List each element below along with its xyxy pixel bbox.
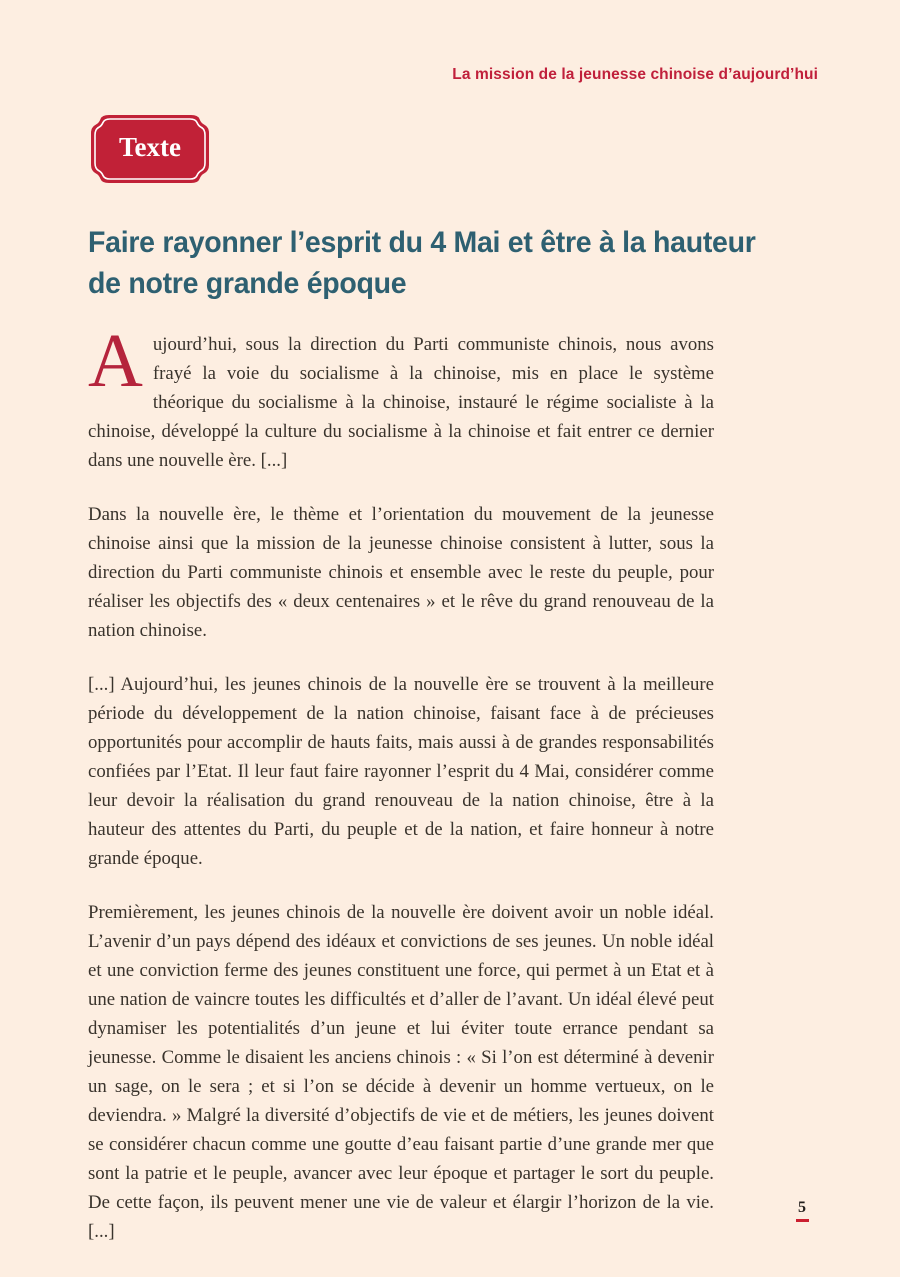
title-line-2: de notre grande époque — [88, 267, 407, 300]
article-body — [88, 319, 714, 1246]
running-header: La mission de la jeunesse chinoise d’aujourd’hui — [452, 66, 818, 83]
title-line-1: Faire rayonner l’esprit du 4 Mai et être à la hauteur — [88, 226, 756, 259]
drop-cap: A — [88, 319, 143, 403]
page-number: 5 — [798, 1199, 806, 1216]
page-number-rule — [796, 1219, 809, 1222]
paragraph: [...] Aujourd’hui, les jeunes chinois de la nouvelle ère se trouvent à la meilleure période du développement de la nation chinoise, faisant face à de précieuses opportunités pour accomplir de hauts faits, mais aussi à de grandes responsabilités confiées par l’Etat. Il leur faut faire rayonner l’esprit du 4 Mai, considérer comme leur devoir la réalisation du grand renouveau de la nation chinoise, être à la hauteur des attentes du Parti, du peuple et de la nation, et faire honneur à notre grande époque. — [88, 674, 714, 869]
paragraph: Premièrement, les jeunes chinois de la nouvelle ère doivent avoir un noble idéal. L’avenir d’un pays dépend des idéaux et convictions de ses jeunes. Un noble idéal et une conviction ferme des jeunes constituent une force, qui permet à un Etat et à une nation de vaincre toutes les difficultés et d’aller de l’avant. Un idéal élevé peut dynamiser les potentialités d’un jeune et lui éviter toute errance pendant sa jeunesse. Comme le disaient les anciens chinois : « Si l’on est déterminé à devenir un sage, on le sera ; et si l’on se décide à devenir un homme vertueux, on le deviendra. » Malgré la diversité d’objectifs de vie et de métiers, les jeunes doivent se considérer chacun comme une goutte d’eau faisant partie d’une grande mer que sont la patrie et le peuple, avancer avec leur époque et partager le sort du peuple. De cette façon, ils peuvent mener une vie de valeur et élargir l’horizon de la vie. [...] — [88, 902, 714, 1242]
paragraph: Dans la nouvelle ère, le thème et l’orientation du mouvement de la jeunesse chinoise ainsi que la mission de la jeunesse chinoise consistent à lutter, sous la direction du Parti communiste chinois et ensemble avec le reste du peuple, pour réaliser les objectifs des « deux centenaires » et le rêve du grand renouveau de la nation chinoise. — [88, 504, 714, 641]
badge-label: Texte — [119, 132, 181, 162]
opening-paragraph — [88, 319, 714, 475]
texte-badge — [89, 113, 211, 185]
opening-paragraph-text: ujourd’hui, sous la direction du Parti communiste chinois, nous avons frayé la voie du socialisme à la chinoise, mis en place le système théorique du socialisme à la chinoise, instauré le régime socialiste à la chinoise, développé la culture du socialisme à la chinoise et fait entrer ce dernier dans une nouvelle ère. [...] — [88, 334, 714, 471]
page-title — [88, 222, 788, 304]
page-footer — [792, 1199, 812, 1222]
